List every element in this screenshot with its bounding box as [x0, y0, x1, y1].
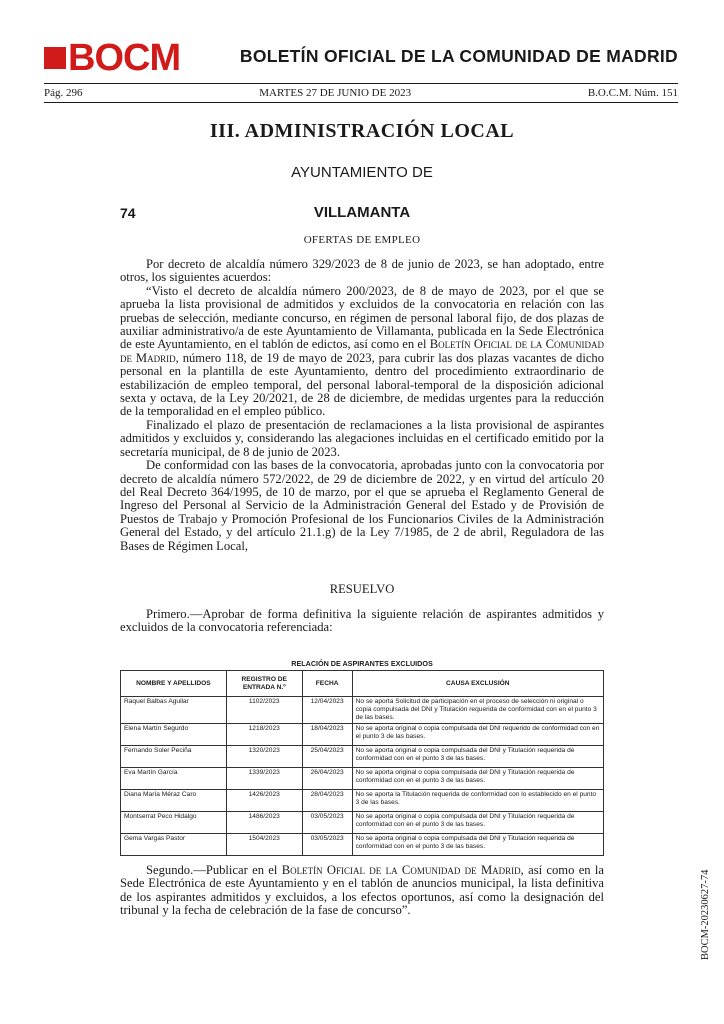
- registry-number: 1218/2023: [226, 724, 302, 746]
- paragraph-segundo: Segundo.—Publicar en el Boletín Oficial de la Comunidad de Madrid, así como en la Sede Electrónica de este Ayuntamiento y en el tablón de anuncios municipal, la lista definitiva de los aspirantes admitidos y excluidos, a los efectos oportunos, así como la designación del tribunal y la fecha de celebración de la fase de concurso”.: [120, 863, 604, 918]
- candidate-name: Diana María Méraz Caro: [121, 790, 227, 812]
- registry-date: 25/04/2023: [302, 746, 352, 768]
- registry-date: 28/04/2023: [302, 790, 352, 812]
- table-row: [121, 790, 604, 812]
- registry-number: 1504/2023: [226, 834, 302, 856]
- exclusion-cause: No se aporta Solicitud de participación en el proceso de selección ni original o copia compulsada del DNI y Titulación requerida de conformidad con en el punto 3 de las bases.: [352, 697, 603, 724]
- registry-number: 1102/2023: [226, 697, 302, 724]
- resuelvo-heading: RESUELVO: [329, 582, 395, 596]
- table-row: [121, 834, 604, 856]
- table-caption: RELACIÓN DE ASPIRANTES EXCLUIDOS: [291, 659, 433, 668]
- candidate-name: Fernando Soler Peciña: [121, 746, 227, 768]
- registry-number: 1339/2023: [226, 768, 302, 790]
- candidate-name: Montserrat Peco Hidalgo: [121, 812, 227, 834]
- municipality-name: VILLAMANTA: [313, 204, 411, 221]
- registry-number: 1320/2023: [226, 746, 302, 768]
- issue-date: MARTES 27 DE JUNIO DE 2023: [259, 87, 412, 99]
- candidate-name: Eva Martín García: [121, 768, 227, 790]
- meta-line: [44, 87, 678, 99]
- section-title: III. ADMINISTRACIÓN LOCAL: [209, 120, 515, 142]
- registry-date: 03/05/2023: [302, 834, 352, 856]
- bocm-reference: Boletín Oficial de la Comunidad de Madrid: [281, 863, 521, 877]
- paragraph-intro: Por decreto de alcaldía número 329/2023 de 8 de junio de 2023, se han adoptado, entre otros, los siguientes acuerdos:: [120, 257, 604, 285]
- registry-date: 12/04/2023: [302, 697, 352, 724]
- exclusion-cause: No se aporta original o copia compulsada del DNI y Titulación requerida de conformidad con en el punto 3 de las bases.: [352, 746, 603, 768]
- table-row: [121, 697, 604, 724]
- candidate-name: Elena Martín Segurdo: [121, 724, 227, 746]
- column-header: REGISTRO DE ENTRADA N.º: [226, 671, 302, 697]
- ayuntamiento-heading: AYUNTAMIENTO DE: [291, 164, 433, 181]
- excluded-candidates-table: [120, 670, 604, 856]
- issue-number: B.O.C.M. Núm. 151: [587, 87, 678, 99]
- bocm-reference: Boletín Oficial de la Comunidad de Madrid: [120, 337, 605, 365]
- registry-number: 1486/2023: [226, 812, 302, 834]
- bulletin-title: BOLETÍN OFICIAL DE LA COMUNIDAD DE MADRID: [239, 46, 678, 66]
- table-header-row: [121, 671, 604, 697]
- column-header: CAUSA EXCLUSIÓN: [352, 671, 603, 697]
- announcement-number: 74: [120, 205, 136, 221]
- madrid-stars-icon: [44, 47, 66, 69]
- registry-date: 03/05/2023: [302, 812, 352, 834]
- paragraph-finalizado: Finalizado el plazo de presentación de reclamaciones a la lista provisional de aspirantes admitidos y excluidos y, considerando las alegaciones incluidas en el certificado emitido por la secretaría municipal, de 8 de junio de 2023.: [120, 417, 604, 459]
- column-header: NOMBRE Y APELLIDOS: [121, 671, 227, 697]
- bocm-logo: [44, 38, 180, 78]
- exclusion-cause: No se aporta original o copia compulsada del DNI y Titulación requerida de conformidad con en el punto 3 de las bases.: [352, 834, 603, 856]
- candidate-name: Raquel Balbas Aguilar: [121, 697, 227, 724]
- body-text: [120, 258, 604, 553]
- exclusion-cause: No se aporta original o copia compulsada del DNI requerido de conformidad con en el punto 3 de las bases.: [352, 724, 603, 746]
- logo-text: BOCM: [68, 37, 181, 79]
- column-header: FECHA: [302, 671, 352, 697]
- exclusion-cause: No se aporta la Titulación requerida de conformidad con lo establecido en el punto 3 de las bases.: [352, 790, 603, 812]
- registry-number: 1426/2023: [226, 790, 302, 812]
- body-text-primero: [120, 608, 604, 635]
- registry-date: 18/04/2023: [302, 724, 352, 746]
- exclusion-cause: No se aporta original o copia compulsada del DNI y Titulación requerida de conformidad con en el punto 3 de las bases.: [352, 768, 603, 790]
- table-row: [121, 768, 604, 790]
- header-rule: [44, 83, 678, 84]
- page-number: Pág. 296: [44, 87, 83, 99]
- bocm-document-code: BOCM-20230627-74: [700, 869, 711, 960]
- announcement-subtitle: OFERTAS DE EMPLEO: [303, 234, 421, 246]
- table-row: [121, 812, 604, 834]
- paragraph-conformidad: De conformidad con las bases de la convocatoria, aprobadas junto con la convocatoria por decreto de alcaldía número 572/2022, de 29 de diciembre de 2022, y en virtud del artículo 20 del Real Decreto 364/1995, de 10 de marzo, por el que se aprueba el Reglamento General de Ingreso del Personal al Servicio de la Administración General del Estado y de Provisión de Puestos de Trabajo y Promoción Profesional de los Funcionarios Civiles de la Administración General del Estado, y del artículo 21.1.g) de la Ley 7/1985, de 2 de abril, Reguladora de las Bases de Régimen Local,: [120, 458, 604, 553]
- paragraph-primero: Primero.—Aprobar de forma definitiva la siguiente relación de aspirantes admitidos y excluidos de la convocatoria referenciada:: [120, 607, 604, 635]
- table-row: [121, 724, 604, 746]
- body-text-segundo: [120, 864, 604, 918]
- paragraph-visto: “Visto el decreto de alcaldía número 200/2023, de 8 de mayo de 2023, por el que se aprueba la lista provisional de admitidos y excluidos de la convocatoria en relación con las pruebas de selección, mediante concurso, en régimen de personal laboral fijo, de dos plazas de auxiliar administrativo/a de este Ayuntamiento de Villamanta, publicada en la Sede Electrónica de este Ayuntamiento, en el tablón de edictos, así como en el Boletín Oficial de la Comunidad de Madrid, número 118, de 19 de mayo de 2023, para cubrir las dos plazas vacantes de dicho personal en la plantilla de este Ayuntamiento, dentro del procedimiento extraordinario de estabilización de empleo temporal, del personal laboral-temporal de la disposición adicional sexta y octava, de la Ley 20/2021, de 28 de diciembre, de medidas urgentes para la reducción de la temporalidad en el empleo público.: [120, 283, 605, 419]
- exclusion-cause: No se aporta original o copia compulsada del DNI y Titulación requerida de conformidad con en el punto 3 de las bases.: [352, 812, 603, 834]
- meta-rule: [44, 102, 678, 103]
- registry-date: 26/04/2023: [302, 768, 352, 790]
- candidate-name: Gema Vargas Pastor: [121, 834, 227, 856]
- table-row: [121, 746, 604, 768]
